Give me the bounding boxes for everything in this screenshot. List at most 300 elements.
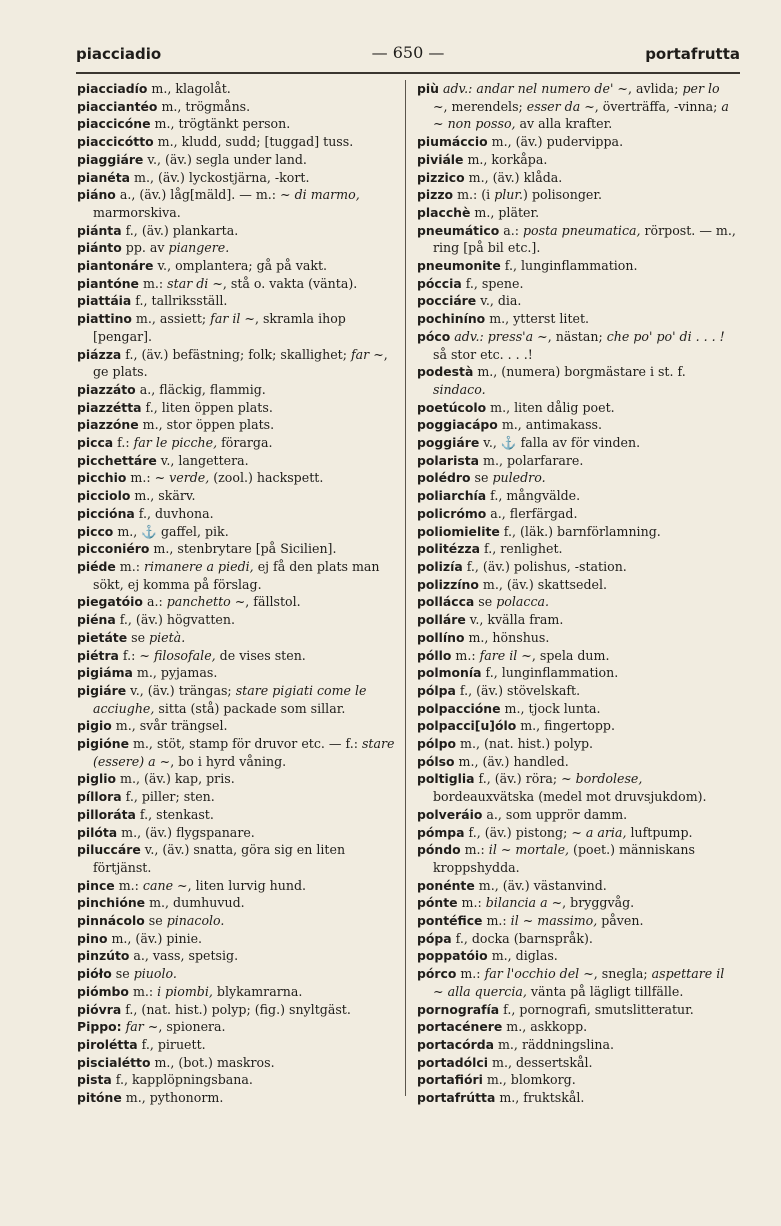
- headword: pónte: [417, 895, 458, 911]
- dictionary-entry: [417, 558, 737, 576]
- dictionary-entry: [77, 540, 397, 558]
- headword: piánta: [77, 222, 122, 238]
- dictionary-entry: [417, 576, 737, 594]
- headword: piómbo: [77, 983, 129, 999]
- headword: pornografía: [417, 1001, 500, 1017]
- headword: poppatóio: [417, 948, 488, 964]
- headword: policrómo: [417, 505, 487, 521]
- definition-text: m., askkopp.: [502, 1019, 588, 1035]
- headword: pópa: [417, 930, 452, 946]
- definition-text: m., (nat. hist.) polyp.: [456, 736, 594, 752]
- definition-text: f., liten öppen plats.: [141, 399, 273, 415]
- definition-text: m., räddningslina.: [493, 1036, 615, 1052]
- dictionary-entry: [417, 328, 737, 363]
- definition-text: m.:: [451, 647, 480, 663]
- headword: picca: [77, 435, 114, 451]
- dictionary-entry: [417, 593, 737, 611]
- definition-text: f., (äv.) röra; ~: [474, 771, 576, 787]
- column-divider: [405, 80, 406, 1096]
- headword: piaccicótto: [77, 134, 154, 150]
- dictionary-entry: [417, 469, 737, 487]
- dictionary-entry: [417, 824, 737, 842]
- definition-text: f., (äv.) befästning; folk; skallighet;: [121, 346, 351, 362]
- dictionary-entry: [417, 292, 737, 310]
- italic-phrase: rimanere a piedi,: [144, 558, 254, 574]
- headword: portadólci: [417, 1054, 488, 1070]
- dictionary-entry: [417, 682, 737, 700]
- italic-phrase: adv.: press'a: [454, 328, 534, 344]
- dictionary-entry: [417, 611, 737, 629]
- dictionary-entry: [417, 806, 737, 824]
- headword: polizía: [417, 558, 463, 574]
- italic-phrase: star di: [167, 275, 209, 291]
- italic-phrase: far il: [210, 311, 241, 327]
- dictionary-entry: [417, 1001, 737, 1019]
- italic-phrase: mortale,: [515, 842, 570, 858]
- definition-text: ~: [496, 842, 516, 858]
- headword: pigiáre: [77, 682, 127, 698]
- definition-text: m., kludd, sudd; [tuggad] tuss.: [153, 134, 354, 150]
- dictionary-entry: [77, 558, 397, 593]
- definition-text: f., (äv.) plankarta.: [121, 222, 239, 238]
- dictionary-entry: [77, 239, 397, 257]
- definition-text: (zool.) hackspett.: [209, 470, 324, 486]
- headword: ponénte: [417, 877, 475, 893]
- definition-text: m.: ~: [126, 470, 170, 486]
- headword: pigio: [77, 718, 112, 734]
- dictionary-entry: [417, 540, 737, 558]
- dictionary-entry: [77, 310, 397, 345]
- headword: poetúcolo: [417, 399, 487, 415]
- dictionary-entry: [77, 434, 397, 452]
- definition-text: m., blomkorg.: [482, 1072, 576, 1088]
- definition-text: f., renlighet.: [480, 541, 563, 557]
- definition-text: se: [470, 470, 493, 486]
- italic-phrase: adv.: andar nel numero de': [442, 81, 614, 96]
- definition-text: bordeauxvätska (medel mot druvsjukdom).: [433, 789, 707, 805]
- dictionary-entry: [417, 877, 737, 895]
- definition-text: a., vass, spetsig.: [129, 948, 239, 964]
- headword: piumáccio: [417, 134, 488, 150]
- headword: pollácca: [417, 594, 475, 610]
- dictionary-entry: [77, 452, 397, 470]
- definition-text: m., (äv.) pudervippa.: [487, 134, 624, 150]
- italic-phrase: piangere.: [168, 240, 230, 256]
- definition-text: m.:: [457, 895, 486, 911]
- dictionary-entry: [77, 912, 397, 930]
- definition-text: m., korkåpa.: [463, 151, 548, 167]
- dictionary-entry: [77, 841, 397, 876]
- italic-phrase: di marmo,: [294, 187, 360, 203]
- definition-text: luftpump.: [626, 824, 693, 840]
- dictionary-entry: [77, 664, 397, 682]
- definition-text: m., assiett;: [131, 311, 211, 327]
- dictionary-entry: [417, 1071, 737, 1089]
- dictionary-entry: [417, 912, 737, 930]
- dictionary-entry: [417, 310, 737, 328]
- dictionary-entry: [77, 98, 397, 116]
- headword: pinzúto: [77, 948, 130, 964]
- dictionary-entry: [417, 487, 737, 505]
- definition-text: (poet.) människans kroppshydda.: [433, 842, 695, 875]
- definition-text: v., kvälla fram.: [465, 612, 564, 628]
- italic-phrase: a aria,: [585, 824, 627, 840]
- headword: piázza: [77, 346, 122, 362]
- headword: pinnácolo: [77, 913, 145, 929]
- headword: piantonáre: [77, 258, 154, 274]
- definition-text: m., liten dålig poet.: [486, 399, 615, 415]
- headword: polédro: [417, 470, 471, 486]
- headword: poltiglia: [417, 771, 475, 787]
- italic-phrase: i piombi,: [157, 983, 213, 999]
- definition-text: ~, liten lurvig hund.: [173, 877, 307, 893]
- definition-text: m., (äv.) kap, pris.: [116, 771, 235, 787]
- dictionary-entry: [417, 735, 737, 753]
- dictionary-entry: [417, 204, 737, 222]
- dictionary-entry: [417, 894, 737, 912]
- italic-phrase: plur.: [494, 187, 524, 203]
- italic-phrase: a: [721, 98, 729, 114]
- definition-text: m., fruktskål.: [495, 1090, 585, 1106]
- headword: portafrútta: [417, 1090, 496, 1106]
- headword: piegatóio: [77, 594, 143, 610]
- headword: piéna: [77, 612, 116, 628]
- headword: pólpo: [417, 736, 457, 752]
- headword: piattino: [77, 311, 132, 327]
- definition-text: av alla krafter.: [515, 116, 613, 132]
- dictionary-entry: [77, 965, 397, 983]
- definition-text: ej få den plats man sökt, ej komma på förslag.: [93, 558, 380, 592]
- definition-text: m., (numera) borgmästare i st. f.: [473, 364, 686, 380]
- italic-phrase: il: [510, 913, 519, 929]
- headword: pneumonite: [417, 258, 501, 274]
- headword: pióvra: [77, 1001, 122, 1017]
- dictionary-entry: [417, 1089, 737, 1107]
- italic-phrase: piuolo.: [133, 966, 177, 982]
- italic-phrase: polacca.: [496, 594, 550, 610]
- dictionary-entry: [77, 1054, 397, 1072]
- italic-phrase: il: [488, 842, 497, 858]
- definition-text: m., (äv.) klåda.: [464, 169, 563, 185]
- dictionary-entry: [77, 877, 397, 895]
- dictionary-entry: [417, 505, 737, 523]
- dictionary-entry: [417, 770, 737, 805]
- definition-text: ~, ge plats.: [93, 346, 388, 380]
- dictionary-entry: [77, 505, 397, 523]
- dictionary-entry: [77, 381, 397, 399]
- definition-text: förarga.: [217, 435, 273, 451]
- headword: piétra: [77, 647, 119, 663]
- definition-text: de vises sten.: [215, 647, 306, 663]
- headword: póccia: [417, 275, 462, 291]
- definition-text: rörpost. — m., ring [på bil etc.].: [433, 222, 736, 256]
- dictionary-entry: [77, 186, 397, 221]
- dictionary-entry: [77, 682, 397, 717]
- headword: polpaccióne: [417, 700, 501, 716]
- definition-text: f., (nat. hist.) polyp; (fig.) snyltgäst.: [121, 1001, 351, 1017]
- headword: pilloráta: [77, 806, 136, 822]
- dictionary-entry: [77, 647, 397, 665]
- headword: picchettáre: [77, 452, 157, 468]
- headword: pino: [77, 930, 108, 946]
- definition-text: m., skärv.: [130, 488, 196, 504]
- headword: pizzico: [417, 169, 465, 185]
- definition-text: f.: ~: [118, 647, 154, 663]
- headword: piazzétta: [77, 399, 142, 415]
- definition-text: m., (äv.) lyckostjärna, -kort.: [130, 169, 310, 185]
- headword: polizzíno: [417, 576, 479, 592]
- definition-text: m., tjock lunta.: [500, 700, 601, 716]
- headword: poggiáre: [417, 435, 480, 451]
- definition-text: sitta (stå) packade som sillar.: [154, 700, 346, 716]
- definition-text: m., (bot.) maskros.: [150, 1054, 275, 1070]
- definition-text: ~, bo i hyrd våning.: [155, 753, 287, 769]
- headword: póndo: [417, 842, 461, 858]
- definition-text: m., pythonorm.: [121, 1090, 224, 1106]
- definition-text: m., stenbrytare [på Sicilien].: [149, 541, 337, 557]
- dictionary-entry: [77, 1036, 397, 1054]
- definition-text: v., (äv.) segla under land.: [143, 151, 307, 167]
- definition-text: v., dia.: [476, 293, 522, 309]
- italic-phrase: non posso,: [447, 116, 516, 132]
- dictionary-entry: [77, 806, 397, 824]
- definition-text: ~, nästan;: [533, 328, 607, 344]
- dictionary-entry: [417, 1054, 737, 1072]
- dictionary-entry: [417, 363, 737, 398]
- italic-phrase: fare il: [479, 647, 518, 663]
- headword: poliomielite: [417, 523, 500, 539]
- definition-text: f., (äv.) stövelskaft.: [455, 682, 581, 698]
- dictionary-entry: [417, 629, 737, 647]
- headword: politézza: [417, 541, 480, 557]
- headword: pneumático: [417, 222, 500, 238]
- definition-text: m., (äv.) västanvind.: [474, 877, 607, 893]
- headword: pietáte: [77, 629, 128, 645]
- definition-text: a., flerfärgad.: [486, 505, 578, 521]
- italic-phrase: panchetto: [166, 594, 231, 610]
- definition-text: ~, avlida;: [613, 81, 683, 96]
- headword: piéde: [77, 558, 116, 574]
- italic-phrase: bordolese,: [575, 771, 643, 787]
- dictionary-entry: [417, 1036, 737, 1054]
- headword: pilóta: [77, 824, 118, 840]
- italic-phrase: aspettare il: [651, 966, 725, 982]
- headword: pontéfice: [417, 913, 483, 929]
- page-number: — 650 —: [371, 43, 445, 62]
- headword: piattáia: [77, 293, 132, 309]
- headword: pirolétta: [77, 1036, 138, 1052]
- definition-text: f., tallriksställ.: [131, 293, 228, 309]
- definition-text: m., ytterst litet.: [485, 311, 590, 327]
- definition-text: f.:: [113, 435, 134, 451]
- definition-text: m., (äv.) flygspanare.: [117, 824, 255, 840]
- dictionary-entry: [417, 452, 737, 470]
- headword: polveráio: [417, 806, 483, 822]
- dictionary-entry: [417, 947, 737, 965]
- definition-text: f., mångvälde.: [486, 488, 581, 504]
- definition-text: f., piller; sten.: [121, 789, 215, 805]
- italic-phrase: pietà.: [149, 629, 186, 645]
- headword: placchè: [417, 204, 471, 220]
- definition-text: f., lunginflammation.: [481, 665, 619, 681]
- headword: pólpa: [417, 682, 456, 698]
- italic-phrase: bilancia a: [485, 895, 548, 911]
- dictionary-entry: [77, 983, 397, 1001]
- dictionary-entry: [77, 1089, 397, 1107]
- dictionary-entry: [77, 930, 397, 948]
- headword: piaccicóne: [77, 116, 151, 132]
- definition-text: a., som upprör damm.: [482, 806, 628, 822]
- headword: pista: [77, 1072, 112, 1088]
- headword: póco: [417, 328, 451, 344]
- italic-phrase: massimo,: [537, 913, 598, 929]
- definition-text: f., (läk.) barnförlamning.: [499, 523, 661, 539]
- definition-text: m., stöt, stamp för druvor etc. — f.:: [128, 736, 362, 752]
- definition-text: f., duvhona.: [134, 505, 214, 521]
- headword: pollíno: [417, 629, 465, 645]
- headword: poggiacápo: [417, 417, 498, 433]
- definition-text: se: [111, 966, 134, 982]
- definition-text: f., (äv.) pistong; ~: [464, 824, 586, 840]
- headword: píllora: [77, 789, 122, 805]
- italic-phrase: che po' po' di . . . !: [606, 328, 725, 344]
- definition-text: m., pläter.: [470, 204, 540, 220]
- definition-text: m., klagolåt.: [147, 81, 231, 96]
- headword: piacciantéo: [77, 98, 158, 114]
- definition-text: pp. av: [121, 240, 169, 256]
- headword: più: [417, 81, 439, 96]
- headword: pómpa: [417, 824, 465, 840]
- definition-text: m., hönshus.: [464, 629, 550, 645]
- definition-text: f., (äv.) polishus, -station.: [462, 558, 627, 574]
- definition-text: m., trögtänkt person.: [150, 116, 291, 132]
- italic-phrase: puledro.: [492, 470, 546, 486]
- dictionary-entry: [77, 80, 397, 98]
- dictionary-entry: [417, 717, 737, 735]
- headword: Pippo:: [77, 1019, 122, 1035]
- definition-text: ~, bryggvåg.: [547, 895, 635, 911]
- left-column: [77, 80, 397, 1107]
- dictionary-entry: [77, 629, 397, 647]
- headword: pórco: [417, 966, 457, 982]
- definition-text: m., trögmåns.: [157, 98, 251, 114]
- definition-text: v., ⚓ falla av för vinden.: [479, 435, 641, 451]
- definition-text: ~, snegla;: [579, 966, 652, 982]
- headword: portacénere: [417, 1019, 503, 1035]
- definition-text: m.:: [114, 877, 143, 893]
- definition-text: v., (äv.) trängas;: [126, 682, 236, 698]
- definition-text: m., antimakass.: [497, 417, 603, 433]
- dictionary-entry: [77, 133, 397, 151]
- italic-phrase: filosofale,: [153, 647, 216, 663]
- definition-text: m.:: [138, 275, 168, 291]
- definition-text: se: [127, 629, 150, 645]
- definition-text: m., dumhuvud.: [145, 895, 245, 911]
- dictionary-entry: [77, 257, 397, 275]
- headword: portacórda: [417, 1036, 494, 1052]
- dictionary-entry: [77, 346, 397, 381]
- headword: pinchióne: [77, 895, 146, 911]
- header-rule: [76, 72, 740, 74]
- definition-text: a.:: [499, 222, 523, 238]
- page-header: [76, 41, 740, 67]
- headword: podestà: [417, 364, 474, 380]
- definition-text: marmorskiva.: [93, 204, 181, 220]
- definition-text: f., piruett.: [137, 1036, 206, 1052]
- dictionary-entry: [77, 151, 397, 169]
- dictionary-entry: [417, 275, 737, 293]
- definition-text: ~, fällstol.: [230, 594, 301, 610]
- definition-text: ) polisonger.: [523, 187, 602, 203]
- dictionary-entry: [77, 222, 397, 240]
- dictionary-entry: [417, 664, 737, 682]
- headword: polpacci[u]ólo: [417, 718, 517, 734]
- definition-text: m.:: [115, 558, 144, 574]
- dictionary-entry: [77, 1018, 397, 1036]
- headword: portafióri: [417, 1072, 483, 1088]
- definition-text: m., (äv.) skattsedel.: [478, 576, 607, 592]
- italic-phrase: cane: [142, 877, 174, 893]
- definition-text: a., (äv.) låg[mäld]. — m.: ~: [115, 187, 295, 203]
- definition-text: ~, spionera.: [143, 1019, 226, 1035]
- definition-text: f., docka (barnspråk).: [451, 930, 593, 946]
- dictionary-entry: [77, 275, 397, 293]
- dictionary-entry: [77, 1001, 397, 1019]
- dictionary-entry: [417, 399, 737, 417]
- dictionary-entry: [77, 593, 397, 611]
- definition-text: f., lunginflammation.: [500, 258, 638, 274]
- dictionary-entry: [77, 399, 397, 417]
- italic-phrase: per lo: [682, 81, 720, 96]
- headword: piánto: [77, 240, 122, 256]
- definition-text: se: [474, 594, 497, 610]
- definition-text: ~, stå o. vakta (vänta).: [208, 275, 358, 291]
- headword: pióło: [77, 966, 112, 982]
- headword: pochiníno: [417, 311, 486, 327]
- definition-text: m., pyjamas.: [132, 665, 218, 681]
- dictionary-entry: [417, 753, 737, 771]
- headword: piluccáre: [77, 842, 141, 858]
- dictionary-entry: [417, 257, 737, 275]
- headword: póllo: [417, 647, 452, 663]
- definition-text: a., fläckig, flammig.: [135, 381, 266, 397]
- definition-text: f., spene.: [461, 275, 524, 291]
- definition-text: v., (äv.) snatta, göra sig en liten förtjänst.: [93, 842, 346, 875]
- definition-text: f., kapplöpningsbana.: [111, 1072, 253, 1088]
- headword: pianéta: [77, 169, 130, 185]
- dictionary-entry: [77, 115, 397, 133]
- definition-text: påven.: [597, 913, 644, 929]
- definition-text: ~, spela dum.: [517, 647, 610, 663]
- dictionary-entry: [77, 717, 397, 735]
- headword: piazzáto: [77, 381, 136, 397]
- dictionary-entry: [417, 841, 737, 876]
- dictionary-entry: [417, 523, 737, 541]
- dictionary-entry: [77, 523, 397, 541]
- definition-text: f., (äv.) högvatten.: [115, 612, 235, 628]
- headword: picchio: [77, 470, 127, 486]
- definition-text: v., omplantera; gå på vakt.: [153, 258, 328, 274]
- italic-phrase: far le picche,: [133, 435, 218, 451]
- headword: picciolo: [77, 488, 131, 504]
- definition-text: v., langettera.: [156, 452, 249, 468]
- definition-text: m., ⚓ gaffel, pik.: [113, 523, 229, 539]
- definition-text: m., diglas.: [487, 948, 558, 964]
- dictionary-entry: [77, 169, 397, 187]
- dictionary-entry: [417, 416, 737, 434]
- dictionary-entry: [77, 735, 397, 770]
- dictionary-entry: [417, 80, 737, 133]
